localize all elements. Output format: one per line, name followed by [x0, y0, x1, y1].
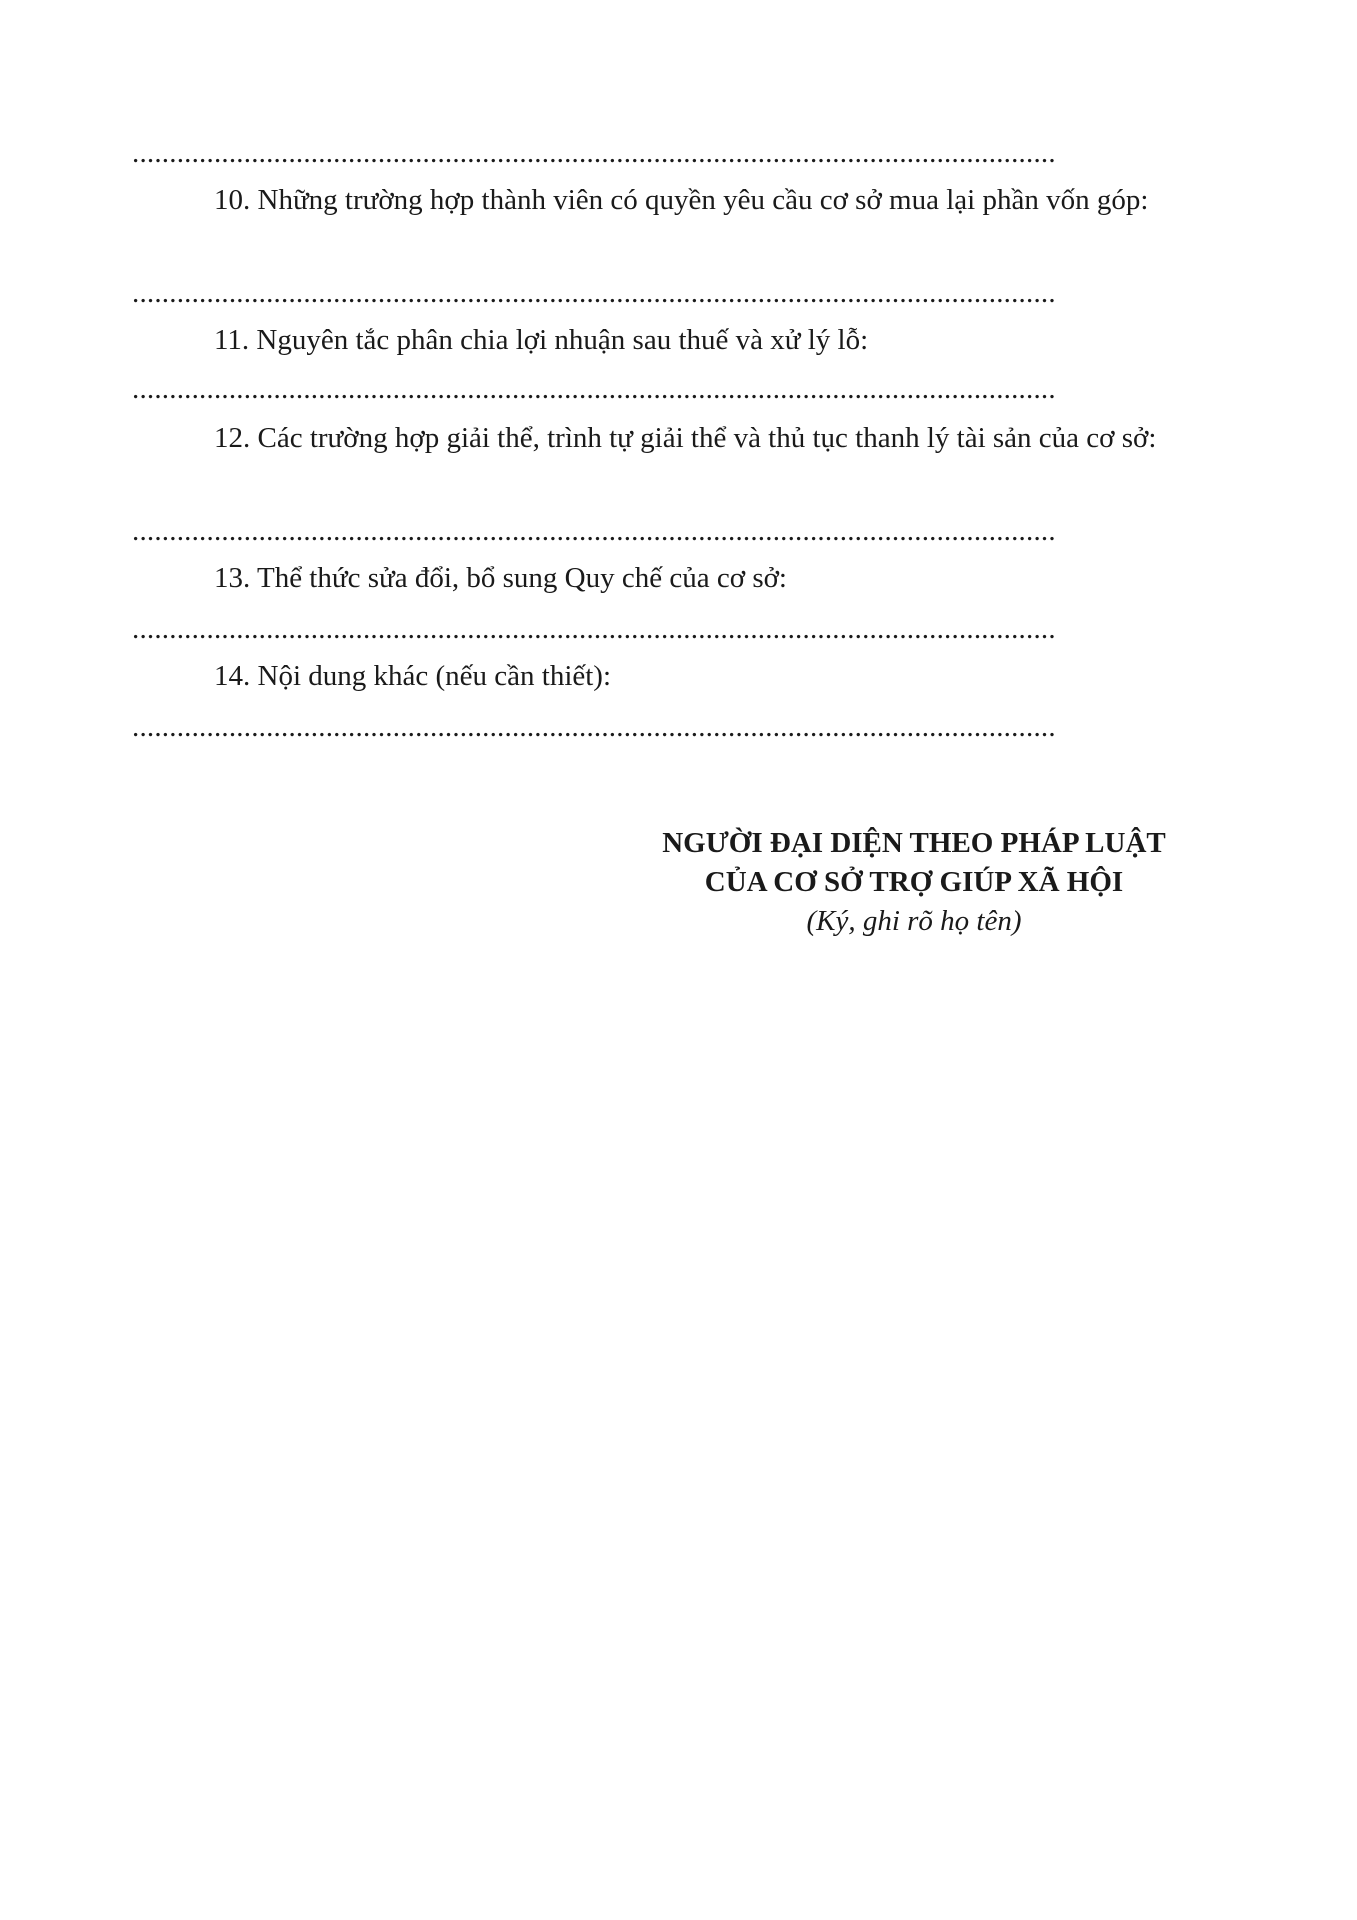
- item-13-text: 13. Thể thức sửa đổi, bổ sung Quy chế của cơ sở:: [214, 562, 787, 594]
- item-14-text: 14. Nội dung khác (nếu cần thiết):: [214, 660, 612, 692]
- item-10-text: 10. Những trường hợp thành viên có quyền yêu cầu cơ sở mua lại phần vốn góp:: [214, 184, 1149, 216]
- item-14: [132, 654, 1224, 698]
- dotted-line: ............................................................................................................................: [132, 515, 1056, 547]
- item-13: [132, 556, 1224, 600]
- dotted-line: ............................................................................................................................: [132, 137, 1056, 169]
- item-12: [132, 416, 1224, 460]
- dotted-line: ............................................................................................................................: [132, 613, 1056, 645]
- item-11-text: 11. Nguyên tắc phân chia lợi nhuận sau thuế và xử lý lỗ:: [214, 324, 869, 356]
- item-10: [132, 178, 1224, 222]
- signature-note: (Ký, ghi rõ họ tên): [806, 905, 1022, 937]
- signature-block: [600, 824, 1228, 940]
- signature-title-line2: CỦA CƠ SỞ TRỢ GIÚP XÃ HỘI: [704, 866, 1124, 898]
- dotted-line: ............................................................................................................................: [132, 277, 1056, 309]
- dotted-line: ............................................................................................................................: [132, 373, 1056, 405]
- item-11: [132, 318, 1224, 362]
- item-12-text: 12. Các trường hợp giải thể, trình tự giải thể và thủ tục thanh lý tài sản của cơ sở:: [214, 422, 1157, 454]
- signature-title-line1: NGƯỜI ĐẠI DIỆN THEO PHÁP LUẬT: [662, 827, 1166, 859]
- dotted-line: ............................................................................................................................: [132, 711, 1056, 743]
